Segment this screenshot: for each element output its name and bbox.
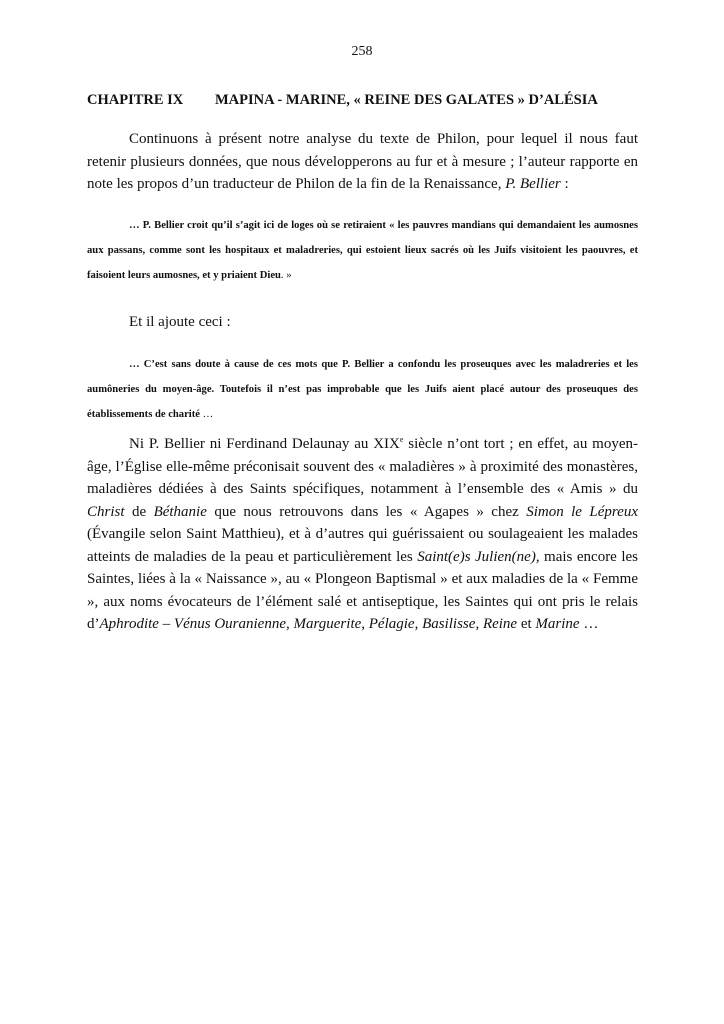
blockquote-bellier-end: . » xyxy=(280,270,292,281)
chapter-title: MAPINA - MARINE, « REINE DES GALATES » D’ALÉSIA xyxy=(215,92,598,108)
paragraph-main xyxy=(87,433,638,636)
paragraph-intro-text: Continuons à présent notre analyse du texte de Philon, pour lequel il nous faut retenir plusieurs données, que nous développerons au fur et à mesure ; l’auteur rapporte en note les propos d’un traducteur de Philon de la fin de la Renaissance, xyxy=(87,131,638,192)
text-run: , xyxy=(361,616,369,632)
italic-run: Pélagie xyxy=(368,616,415,632)
text-run: , xyxy=(475,616,483,632)
italic-run: Aphrodite – Vénus Ouranienne xyxy=(99,616,286,632)
italic-run: Béthanie xyxy=(153,503,207,520)
italic-run: Marine xyxy=(535,616,580,632)
author-name: P. Bellier xyxy=(505,176,561,192)
text-run: … xyxy=(579,616,599,632)
text-run: , mais encore les Saintes, liées à la « Naissance », au « Plongeon Baptismal » et aux maladies de la « Femme », aux noms évocateurs de l’élément salé et antiseptique, les Saintes qui ont pris le relais d’ xyxy=(87,548,638,632)
superscript: e xyxy=(399,435,404,444)
chapter-heading xyxy=(87,92,647,109)
text-run: de xyxy=(124,503,154,520)
italic-run: Marguerite xyxy=(293,616,362,632)
paragraph-intro-end: : xyxy=(560,176,569,192)
blockquote-proseuques-end: … xyxy=(199,409,214,420)
transition-line: Et il ajoute ceci : xyxy=(129,314,231,330)
blockquote-proseuques-text: … C’est sans doute à cause de ces mots que P. Bellier a confondu les proseuques avec les maladreries et les aumôneries du moyen-âge. Toutefois il n’est pas improbable que les Juifs aient placé autour des proseuques des établissements de charité xyxy=(87,359,638,420)
italic-run: Saint(e)s Julien(ne) xyxy=(417,548,536,565)
text-run: , xyxy=(286,616,294,632)
italic-run: Simon le Lépreux xyxy=(526,503,638,520)
italic-run: Basilisse xyxy=(422,616,476,632)
blockquote-bellier-text: … P. Bellier croit qu’il s’agit ici de loges où se retiraient « les pauvres mandians qui demandaient les aumosnes aux passans, comme sont les hospitaux et maladreries, qui estoient lieux sacrés où les Juifs visitoient les paouvres, et faisoient leurs aumosnes, et y priaient Dieu xyxy=(87,220,638,281)
italic-run: Reine xyxy=(482,616,518,632)
italic-run: Christ xyxy=(87,503,125,520)
text-run: , xyxy=(414,616,423,632)
text-run: que nous retrouvons dans les « Agapes » chez xyxy=(206,503,527,520)
text-run: et xyxy=(517,616,536,632)
blockquote-bellier xyxy=(87,213,638,288)
page-number: 258 xyxy=(351,44,373,59)
chapter-label: CHAPITRE IX xyxy=(87,92,184,108)
text-run: siècle n’ont tort ; en effet, au moyen-âge, l’Église elle-même préconisait souvent des « maladières » à proximité des monastères, maladières dédiées à des Saints spécifiques, notamment à l’ensemble des « Amis » du xyxy=(87,436,638,497)
blockquote-proseuques xyxy=(87,352,638,427)
paragraph-intro xyxy=(87,128,638,196)
text-run: (Évangile selon Saint Matthieu), et à d’autres qui guérissaient ou soulageaient les malades atteints de maladies de la peau et particulièrement les xyxy=(87,526,638,565)
text-run: Ni P. Bellier ni Ferdinand Delaunay au XIX xyxy=(129,436,400,452)
